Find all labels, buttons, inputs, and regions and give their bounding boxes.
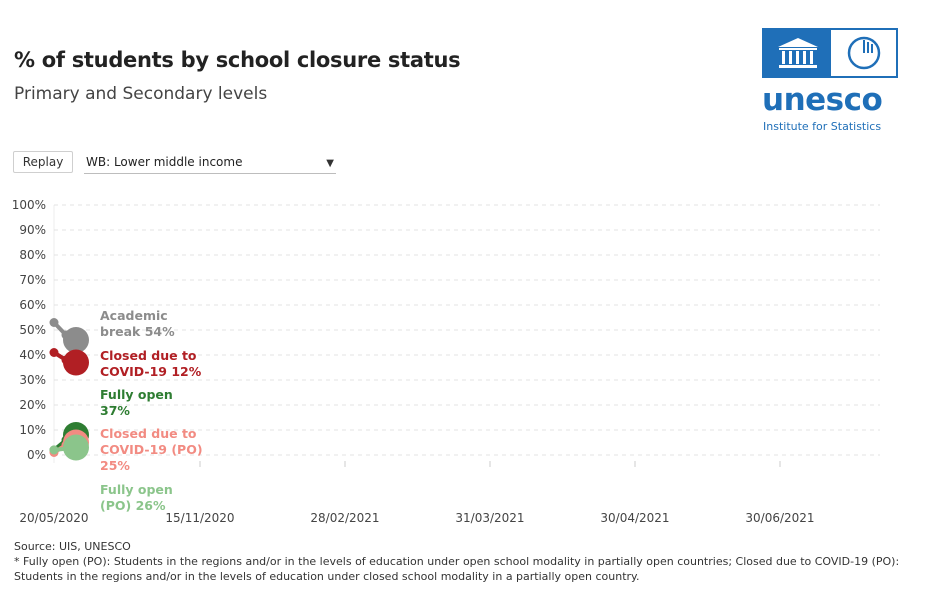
y-tick-label: 70% — [19, 273, 46, 287]
y-tick-label: 90% — [19, 223, 46, 237]
x-tick-label: 30/06/2021 — [745, 511, 815, 525]
chart-title: % of students by school closure status — [14, 48, 461, 72]
uis-emblem-icon — [831, 30, 896, 76]
y-tick-label: 10% — [19, 423, 46, 437]
y-tick-label: 60% — [19, 298, 46, 312]
x-tick-label: 15/11/2020 — [165, 511, 235, 525]
data-point — [50, 348, 59, 357]
y-tick-label: 40% — [19, 348, 46, 362]
x-tick-label: 31/03/2021 — [455, 511, 525, 525]
y-tick-label: 80% — [19, 248, 46, 262]
unesco-logo — [762, 28, 902, 136]
x-tick-label: 30/04/2021 — [600, 511, 670, 525]
caret-down-icon: ▼ — [326, 158, 334, 169]
chart-grid — [54, 205, 880, 463]
logo-emblem — [762, 28, 898, 78]
data-label: 25% — [100, 458, 130, 473]
y-tick-label: 50% — [19, 323, 46, 337]
y-axis — [12, 198, 46, 462]
data-label: 37% — [100, 403, 130, 418]
y-tick-label: 20% — [19, 398, 46, 412]
current-value-dot — [63, 350, 89, 376]
replay-button[interactable]: Replay — [13, 151, 73, 173]
data-label: Closed due to — [100, 348, 197, 363]
chart-footer — [14, 539, 914, 584]
data-label: Closed due to — [100, 426, 197, 441]
logo-wordmark: unesco — [762, 82, 883, 118]
series-closed-due-to-covid-19 — [50, 348, 202, 379]
source-text: Source: UIS, UNESCO — [14, 540, 131, 553]
y-tick-label: 0% — [26, 448, 46, 462]
x-tick-label: 28/02/2021 — [310, 511, 380, 525]
logo-subtitle: Institute for Statistics — [763, 120, 882, 133]
series-academic-break — [50, 308, 176, 353]
dropdown-value: WB: Lower middle income — [86, 155, 243, 169]
data-point — [50, 318, 59, 327]
current-value-dot — [63, 435, 89, 461]
x-tick-label: 20/05/2020 — [19, 511, 89, 525]
y-tick-label: 30% — [19, 373, 46, 387]
data-label: Academic — [100, 308, 168, 323]
footnote-text: * Fully open (PO): Students in the regions and/or in the levels of education under open school modality in partially open countries; Closed due to COVID-19 (PO): Students in the regions and/or in the levels of education under closed school modality in a partially open country. — [14, 555, 900, 583]
chart-subtitle: Primary and Secondary levels — [14, 84, 268, 104]
data-label: Fully open — [100, 387, 173, 402]
data-label: COVID-19 12% — [100, 364, 202, 379]
chart-area — [0, 190, 926, 535]
data-point — [50, 446, 59, 455]
data-label: break 54% — [100, 324, 175, 339]
data-label: (PO) 26% — [100, 498, 166, 513]
current-value-dot — [63, 327, 89, 353]
y-tick-label: 100% — [11, 198, 46, 212]
income-group-dropdown[interactable] — [84, 152, 336, 174]
temple-icon — [764, 30, 831, 76]
data-label: Fully open — [100, 482, 173, 497]
chart-series — [50, 308, 203, 513]
data-label: COVID-19 (PO) — [100, 442, 203, 457]
